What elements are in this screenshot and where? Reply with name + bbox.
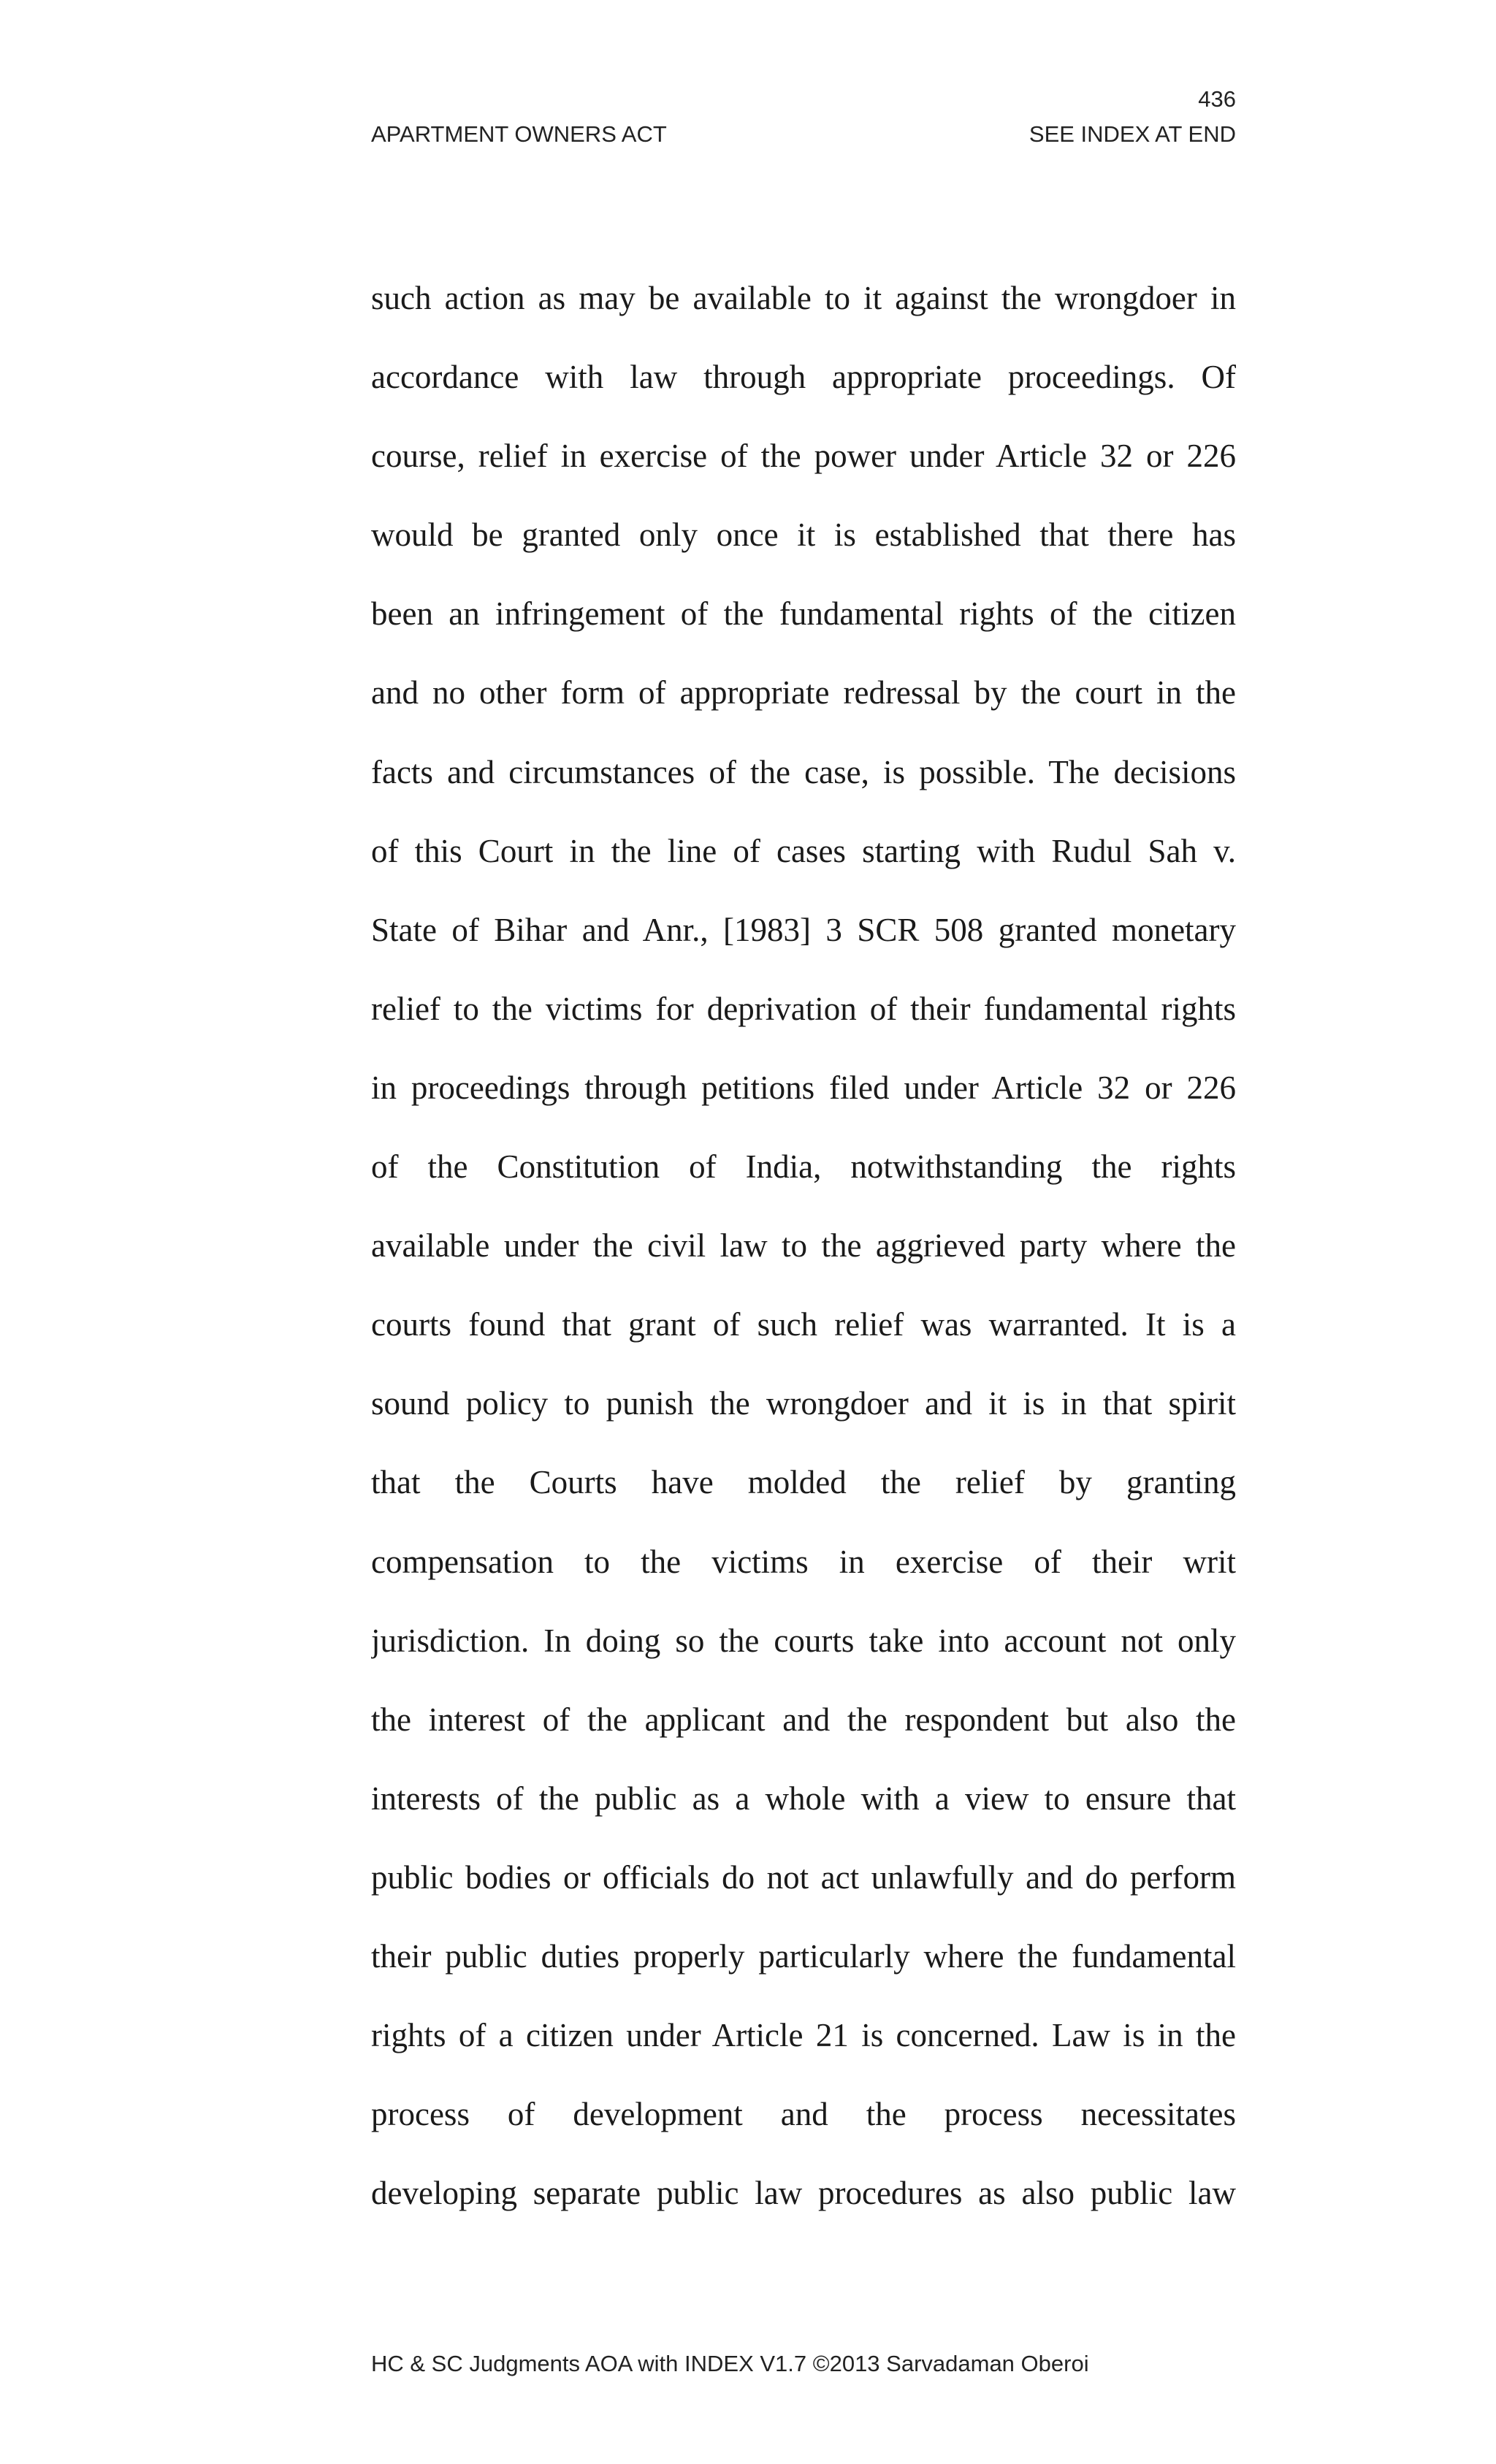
running-header-index-note: SEE INDEX AT END xyxy=(1028,121,1236,147)
body-line: their public duties properly particularly where the fundamental xyxy=(371,1937,1236,1975)
body-line: interests of the public as a whole with a view to ensure that xyxy=(371,1780,1236,1817)
body-line: jurisdiction. In doing so the courts take into account not only xyxy=(371,1622,1236,1659)
body-line: accordance with law through appropriate proceedings. Of xyxy=(371,359,1236,396)
footer-copyright: HC & SC Judgments AOA with INDEX V1.7 ©2013 Sarvadaman Oberoi xyxy=(371,2351,1089,2376)
body-line: compensation to the victims in exercise of their writ xyxy=(371,1543,1236,1580)
body-line: facts and circumstances of the case, is possible. The decisions xyxy=(371,753,1236,790)
body-line: rights of a citizen under Article 21 is concerned. Law is in the xyxy=(371,2017,1236,2054)
body-line: available under the civil law to the aggrieved party where the xyxy=(371,1227,1236,1265)
body-line: such action as may be available to it against the wrongdoer in xyxy=(371,280,1236,316)
body-line: process of development and the process necessitates xyxy=(371,2096,1236,2133)
body-line: and no other form of appropriate redressal by the court in the xyxy=(371,674,1236,712)
body-line: State of Bihar and Anr., [1983] 3 SCR 508 granted monetary xyxy=(371,911,1236,948)
body-line: been an infringement of the fundamental rights of the citizen xyxy=(371,595,1236,633)
body-line: in proceedings through petitions filed under Article 32 or 226 xyxy=(371,1069,1236,1106)
body-line: would be granted only once it is established that there has xyxy=(371,516,1236,554)
body-line: developing separate public law procedures as also public law xyxy=(371,2175,1236,2212)
body-line: public bodies or officials do not act unlawfully and do perform xyxy=(371,1858,1236,1896)
page-number: 436 xyxy=(1198,86,1236,112)
body-line: courts found that grant of such relief was warranted. It is a xyxy=(371,1306,1236,1343)
body-line: that the Courts have molded the relief by granting xyxy=(371,1464,1236,1501)
body-line: of this Court in the line of cases starting with Rudul Sah v. xyxy=(371,832,1236,869)
body-line: course, relief in exercise of the power under Article 32 or 226 xyxy=(371,438,1236,475)
running-header-title: APARTMENT OWNERS ACT xyxy=(371,121,667,147)
body-line: the interest of the applicant and the respondent but also the xyxy=(371,1701,1236,1738)
body-line: of the Constitution of India, notwithstanding the rights xyxy=(371,1148,1236,1186)
body-line: sound policy to punish the wrongdoer and it is in that spirit xyxy=(371,1385,1236,1422)
body-line: relief to the victims for deprivation of their fundamental rights xyxy=(371,990,1236,1027)
body-text xyxy=(371,259,1236,2232)
